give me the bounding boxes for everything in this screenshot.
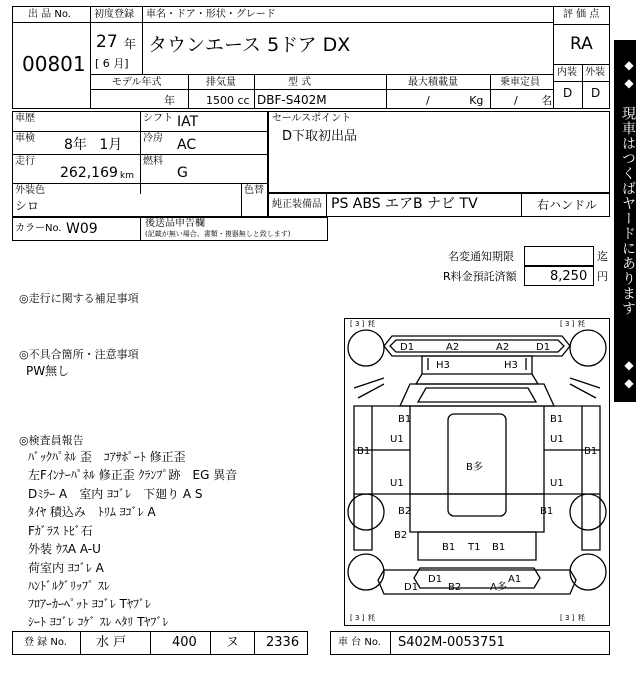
mark-front-d1-left: D1: [400, 342, 415, 353]
inspector-line: 左Fｲﾝﾅｰﾊﾟﾈﾙ 修正歪 ｸﾗﾝﾌﾟ跡 EG 異音: [28, 468, 238, 482]
chassis-label: 車 台 No.: [338, 637, 381, 648]
mark-right-b1-lower: B1: [540, 506, 554, 517]
inspector-line: ﾊﾞｯｸﾊﾟﾈﾙ 歪 ｺｱｻﾎﾟｰﾄ 修正歪: [28, 450, 186, 464]
color-no-label: カラーNo.: [15, 223, 62, 234]
type-label: 型 式: [288, 77, 312, 88]
mark-front-a2-left: A2: [446, 342, 460, 353]
mark-right-b1-mid: B1: [584, 446, 598, 457]
mark-front-h3-left: H3: [436, 360, 450, 371]
eval-score: RA: [570, 34, 593, 54]
fuel-label: 燃料: [143, 156, 163, 167]
exterior-grade: D: [591, 86, 601, 100]
tire-rr-unit: 粍: [578, 614, 585, 622]
interior-grade: D: [563, 86, 573, 100]
aftermarket-label: 後送品申告欄: [145, 218, 205, 229]
tire-fl-label: [ 3 ]: [350, 320, 365, 328]
reg-no-label: 登 録 No.: [24, 637, 67, 648]
mark-bumper-d1: D1: [404, 582, 419, 593]
recycle-unit: 円: [597, 270, 608, 283]
mark-rear-b1-right: B1: [492, 542, 506, 553]
reg-number: 2336: [266, 635, 300, 650]
mark-rear-b1-left: B1: [442, 542, 456, 553]
mark-rear-a1: A1: [508, 574, 522, 585]
displacement-value: 1500 cc: [206, 94, 250, 107]
tire-rl-label: [ 3 ]: [350, 614, 365, 622]
interior-label: 内装: [557, 67, 577, 78]
genuine-equip-label: 純正装備品: [272, 199, 322, 210]
inspector-line: ｼｰﾄ ﾖｺﾞﾚ ｺｹﾞ ｽﾚ ﾍﾀﾘ Tﾔﾌﾞﾚ: [28, 615, 169, 629]
banner-text: 現車はつくばヤードにあります: [620, 106, 636, 316]
first-reg-year-unit: 年: [124, 37, 137, 51]
first-reg-label: 初度登録: [94, 9, 134, 20]
banner-diamonds-top: ◆ ◆: [622, 58, 636, 90]
ext-color-label: 外装色: [15, 185, 45, 196]
mark-left-u1-rear: U1: [390, 478, 404, 489]
inspector-line: ﾊﾝﾄﾞﾙｸﾞﾘｯﾌﾟ ｽﾚ: [28, 579, 110, 593]
model-year-label: モデル年式: [112, 77, 162, 88]
sales-point-value: D下取初出品: [282, 129, 358, 144]
color-no-value: W09: [66, 221, 98, 237]
location-banner: [614, 40, 636, 402]
mark-left-b2-upper: B2: [398, 506, 412, 517]
mark-right-b1-upper: B1: [550, 414, 564, 425]
inspection-value: 8年 1月: [64, 137, 123, 153]
reg-class: 400: [172, 635, 197, 650]
max-load-label: 最大積載量: [408, 77, 458, 88]
history-label: 車歴: [15, 113, 35, 124]
mark-bumper-a: A多: [490, 582, 507, 593]
inspector-line: 外装 ｳｽA A-U: [28, 542, 101, 556]
driving-notes-label: ◎走行に関する補足事項: [19, 292, 139, 305]
reg-area: 水 戸: [96, 635, 127, 650]
genuine-equip-value: PS ABS エアB ナビ TV: [331, 196, 478, 212]
mark-left-u1-front: U1: [390, 434, 404, 445]
tire-rl-unit: 粍: [368, 614, 375, 622]
capacity-value: / 名: [514, 94, 553, 107]
tire-fl-unit: 粍: [368, 320, 375, 328]
mark-roof-b: B多: [466, 462, 483, 473]
banner-diamonds-bottom: ◆ ◆: [622, 358, 636, 390]
fuel-value: G: [177, 165, 188, 181]
chassis-number: S402M-0053751: [398, 635, 505, 650]
inspector-line: ﾀｲﾔ 積込み ﾄﾘﾑ ﾖｺﾞﾚ A: [28, 505, 156, 519]
mileage-value: 262,169: [60, 165, 118, 181]
ac-label: 冷房: [143, 133, 163, 144]
name-change-box: [524, 246, 594, 266]
lot-number: 00801: [22, 52, 86, 76]
color-change-label: 色替: [244, 185, 264, 196]
aftermarket-note: (記載が無い場合、書類・複器無しと致します): [145, 230, 291, 238]
defects-label: ◎不具合箇所・注意事項: [19, 348, 139, 361]
exterior-label: 外装: [585, 67, 605, 78]
inspector-line: Dﾐﾗｰ A 室内 ﾖｺﾞﾚ 下廻り A S: [28, 487, 203, 501]
mark-rear-t1: T1: [468, 542, 481, 553]
inspector-line: ﾌﾛｱｰｶｰﾍﾟｯﾄ ﾖｺﾞﾚ Tﾔﾌﾞﾚ: [28, 597, 151, 611]
shift-label: シフト: [143, 113, 173, 124]
name-change-label: 名変通知期限: [448, 250, 514, 263]
first-reg-year: 27: [96, 32, 118, 52]
mileage-label: 走行: [15, 156, 35, 167]
mark-left-b1-mid: B1: [357, 446, 371, 457]
recycle-label: R料金預託済額: [443, 270, 517, 283]
mark-right-u1-front: U1: [550, 434, 564, 445]
eval-label: 評 価 点: [563, 9, 600, 20]
model-code: DBF-S402M: [257, 93, 327, 107]
first-reg-month: [ 6 月]: [95, 57, 129, 70]
inspector-line: Fｶﾞﾗｽ ﾄﾋﾞ石: [28, 524, 93, 538]
mark-rear-d1: D1: [428, 574, 443, 585]
mark-front-d1-right: D1: [536, 342, 551, 353]
max-load-value: / Kg: [426, 94, 484, 107]
ac-value: AC: [177, 137, 197, 153]
tire-rr-label: [ 3 ]: [560, 614, 575, 622]
mark-left-b1-upper: B1: [398, 414, 412, 425]
ext-color-value: シロ: [15, 199, 40, 213]
steering-value: 右ハンドル: [537, 198, 598, 212]
car-name-label: 車名・ドア・形状・グレード: [146, 9, 276, 20]
inspector-line: 荷室内 ﾖｺﾞﾚ A: [28, 561, 104, 575]
mark-front-a2-right: A2: [496, 342, 510, 353]
sales-point-label: セールスポイント: [272, 113, 352, 124]
tire-fr-unit: 粍: [578, 320, 585, 328]
mark-left-b2-lower: B2: [394, 530, 408, 541]
displacement-label: 排気量: [206, 77, 236, 88]
mark-bumper-b2: B2: [448, 582, 462, 593]
shift-value: IAT: [177, 114, 199, 130]
car-name: タウンエース 5ドア DX: [148, 34, 351, 56]
tire-fr-label: [ 3 ]: [560, 320, 575, 328]
mark-front-h3-right: H3: [504, 360, 518, 371]
inspection-label: 車検: [15, 133, 35, 144]
name-change-unit: 迄: [597, 250, 608, 263]
lot-no-label: 出 品 No.: [28, 9, 71, 20]
inspector-label: ◎検査員報告: [19, 434, 84, 447]
mark-right-u1-rear: U1: [550, 478, 564, 489]
defects-text: PW無し: [26, 364, 70, 378]
capacity-label: 乗車定員: [500, 77, 540, 88]
mileage-unit: km: [120, 171, 134, 181]
reg-kana: ヌ: [226, 635, 240, 650]
vehicle-damage-diagram: [344, 318, 610, 626]
recycle-value: 8,250: [550, 269, 588, 284]
model-year-unit: 年: [164, 94, 175, 107]
